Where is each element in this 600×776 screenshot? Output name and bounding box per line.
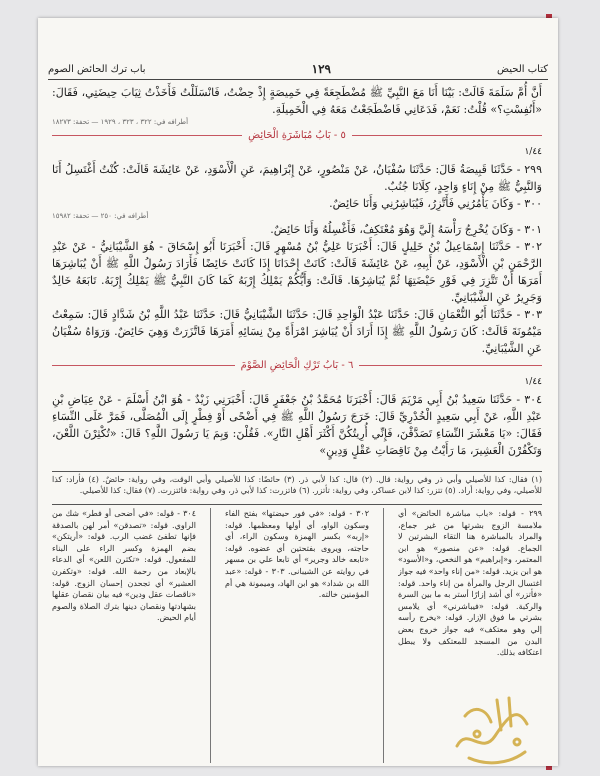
commentary-divider bbox=[52, 504, 542, 505]
intro-reference-note: أطرافه في: ٣٢٢ ، ٣٢٣ ، ١٩٢٩ — تحفة: ١٨٢٧٣ bbox=[52, 118, 189, 126]
chapter-6-title: ٦ - بَابُ تَرْكِ الْحَائِضِ الصَّوْمَ bbox=[240, 360, 354, 371]
hadith-302: ٣٠٢ - حَدَّثَنَا إِسْمَاعِيلُ بْنُ خَلِيلٍ قَالَ: أَخْبَرَنَا عَلِيُّ بْنُ مُسْهِرٍ قَالَ: أَخْبَرَنَا أَبُو إِسْحَاقَ - هُوَ الشَّيْبَانِيُّ - عَنْ عَبْدِ الرَّحْمَنِ بْنِ الْأَسْوَدِ، عَنْ أَبِيهِ، عَنْ عَائِشَةَ قَالَتْ: كَانَتْ إِحْدَانَا إِذَا كَانَتْ حَائِضًا فَأَرَادَ رَسُولُ اللَّهِ ﷺ أَنْ يُبَاشِرَهَا أَمَرَهَا أَنْ تَتَّزِرَ فِي فَوْرِ حَيْضَتِهَا ثُمَّ يُبَاشِرُهَا. قَالَتْ: وَأَيُّكُمْ يَمْلِكُ إِرْبَهُ كَمَا كَانَ النَّبِيُّ ﷺ يَمْلِكُ إِرْبَهُ. تَابَعَهُ خَالِدٌ وَجَرِيرٌ عَنِ الشَّيْبَانِيِّ. bbox=[52, 240, 542, 304]
hadith-304-marker: ١/٤٤ bbox=[524, 377, 542, 387]
intro-paragraph: أَنَّ أُمَّ سَلَمَةَ قَالَتْ: بَيْنَا أَنَا مَعَ النَّبِيِّ ﷺ مُضْطَجِعَةً فِي خَمِيصَةٍ إِذْ حِضْتُ، فَانْسَلَلْتُ فَأَخَذْتُ ثِيَابَ حِيضَتِي، فَقَالَ: «أَنُفِسْتِ؟» قُلْتُ: نَعَمْ، فَدَعَانِي فَاضْطَجَعْتُ مَعَهُ فِي الْخَمِيلَةِ. bbox=[52, 86, 542, 116]
page-number: ١٢٩ bbox=[311, 62, 331, 76]
book-page bbox=[38, 18, 558, 766]
chapter-5-heading bbox=[52, 127, 542, 144]
variant-footnotes: (١) فقال: كذا للأصيلي وأبي ذر وفي رواية: قال. (٢) قال: كذا لأبي ذر. (٣) حائضًا: كذا للأصيلي وأبي الوقت، وفي رواية: حائضٌ. (٤) فأراد: كذا للأصيلي، وفي رواية: أراد. (٥) تتزر: كذا لابن عساكر، وفي رواية: تأتزر. (٦) فاتزرت: كذا لأبي ذر، وفي رواية: فائتزرت. (٧) فقال: كذا للأصيلي. bbox=[52, 475, 543, 495]
header-divider bbox=[48, 79, 548, 80]
hadith-299: ٢٩٩ - حَدَّثَنَا قَبِيصَةُ قَالَ: حَدَّثَنَا سُفْيَانُ، عَنْ مَنْصُورٍ، عَنْ إِبْرَاهِيمَ، عَنِ الْأَسْوَدِ، عَنْ عَائِشَةَ قَالَتْ: كُنْتُ أَغْتَسِلُ أَنَا وَالنَّبِيُّ ﷺ مِنْ إِنَاءٍ وَاحِدٍ، كِلَانَا جُنُبٌ. bbox=[52, 163, 542, 193]
header-book-title: كتاب الحيض bbox=[497, 63, 548, 75]
hadith-300-reference-note: أطرافه في: ٢٥٠ — تحفة: ١٥٩٨٢ bbox=[52, 212, 149, 220]
hadith-304: ٣٠٤ - حَدَّثَنَا سَعِيدُ بْنُ أَبِي مَرْيَمَ قَالَ: أَخْبَرَنَا مُحَمَّدُ بْنُ جَعْفَرٍ قَالَ: أَخْبَرَنِي زَيْدٌ - هُوَ ابْنُ أَسْلَمَ - عَنْ عِيَاضِ بْنِ عَبْدِ اللَّهِ، عَنْ أَبِي سَعِيدٍ الْخُدْرِيِّ قَالَ: خَرَجَ رَسُولُ اللَّهِ ﷺ فِي أَضْحًى أَوْ فِطْرٍ إِلَى الْمُصَلَّى، فَمَرَّ عَلَى النِّسَاءِ فَقَالَ: «يَا مَعْشَرَ النِّسَاءِ تَصَدَّقْنَ، فَإِنِّي أُرِيتُكُنَّ أَكْثَرَ أَهْلِ النَّارِ». فَقُلْنَ: وَبِمَ يَا رَسُولَ اللَّهِ؟ قَالَ: «تُكْثِرْنَ اللَّعْنَ، وَتَكْفُرْنَ الْعَشِيرَ، مَا رَأَيْتُ مِنْ نَاقِصَاتِ عَقْلٍ وَدِينٍ» bbox=[52, 393, 542, 457]
calligraphy-seal-icon bbox=[447, 686, 535, 772]
commentary-column-left: ٣٠٤ - قوله: «في أضحى أو فطر» شك من الراوي. قوله: «تصدقن» أمر لهن بالصدقة فإنها تطفئ غضب الرب. قوله: «أريتكن» بضم الهمزة وكسر الراء على البناء للمفعول. قوله: «تكثرن اللعن» أي الدعاء بالإبعاد من رحمة الله. قوله: «وتكفرن العشير» أي تجحدن إحسان الزوج. قوله: «ناقصات عقل ودين» فيه بيان نقصان عقلها بشهادتها ونقصان دينها بترك الصلاة والصوم أيام الحيض. bbox=[52, 509, 196, 623]
header-chapter-title: باب ترك الحائض الصوم bbox=[48, 63, 146, 75]
hadith-303: ٣٠٣ - حَدَّثَنَا أَبُو النُّعْمَانِ قَالَ: حَدَّثَنَا عَبْدُ الْوَاحِدِ قَالَ: حَدَّثَنَا الشَّيْبَانِيُّ قَالَ: حَدَّثَنَا عَبْدُ اللَّهِ بْنُ شَدَّادٍ قَالَ: سَمِعْتُ مَيْمُونَةَ قَالَتْ: كَانَ رَسُولُ اللَّهِ ﷺ إِذَا أَرَادَ أَنْ يُبَاشِرَ امْرَأَةً مِنْ نِسَائِهِ أَمَرَهَا فَاتَّزَرَتْ وَهِيَ حَائِضٌ. وَرَوَاهُ سُفْيَانُ عَنِ الشَّيْبَانِيِّ. bbox=[52, 308, 542, 355]
chapter-6-heading bbox=[52, 357, 542, 374]
hadith-main-text bbox=[52, 84, 542, 459]
column-divider bbox=[383, 508, 384, 763]
footnotes-divider bbox=[52, 471, 542, 472]
commentary-column-middle: ٣٠٢ - قوله: «في فور حيضتها» بفتح الفاء وسكون الواو، أي أولها ومعظمها. قوله: «إربه» بكسر الهمزة وسكون الراء، أي حاجته، ويروى بفتحتين أي عضوه. قوله: «تابعه خالد وجرير» أي تابعا علي بن مسهر في روايته عن الشيبانى. ٣٠٣ - قوله: «عبد الله بن شداد» هو ابن الهاد، وميمونة هي أم المؤمنين خالته. bbox=[225, 509, 369, 600]
hadith-299-marker: ١/٤٤ bbox=[524, 147, 542, 157]
chapter-5-title: ٥ - بَابُ مُبَاشَرَةِ الْحَائِضِ bbox=[248, 130, 346, 141]
commentary-column-right: ٢٩٩ - قوله: «باب مباشرة الحائض» أي ملامسة الزوج بشرتها من غير جماع، والمراد بالمباشرة هنا التقاء البشرتين لا الجماع. قوله: «عن منصور» هو ابن المعتمر، و«إبراهيم» هو النخعي، و«الأسود» هو ابن يزيد. قوله: «من إناء واحد» فيه جواز اغتسال الرجل والمرأة من إناء واحد. قوله: «فأتزر» أي أشد إزارًا أستر به ما بين السرة والركبة. قوله: «فيباشرني» أي يلامس بشرتي ما فوق الإزار. قوله: «يخرج رأسه إلي وهو معتكف» فيه جواز خروج بعض البدن من المسجد للمعتكف ولا يبطل اعتكافه بذلك. bbox=[398, 509, 542, 658]
hadith-300: ٣٠٠ - وَكَانَ يَأْمُرُنِي فَأَتَّزِرُ، فَيُبَاشِرُنِي وَأَنَا حَائِضٌ. bbox=[329, 197, 542, 210]
running-header bbox=[48, 60, 548, 78]
column-divider bbox=[210, 508, 211, 763]
hadith-301: ٣٠١ - وَكَانَ يُخْرِجُ رَأْسَهُ إِلَيَّ وَهُوَ مُعْتَكِفٌ، فَأَغْسِلُهُ وَأَنَا حَائِضٌ. bbox=[270, 223, 542, 236]
